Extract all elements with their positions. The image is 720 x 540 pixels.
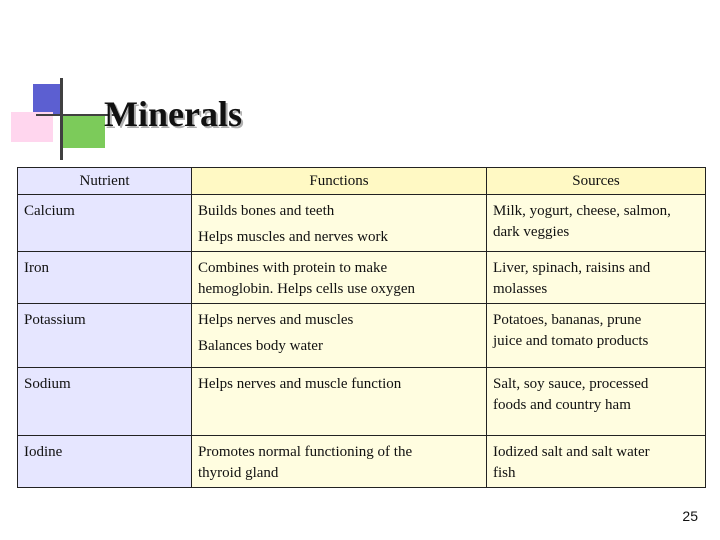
- source-line: molasses: [493, 281, 548, 297]
- function-line: Helps muscles and nerves work: [198, 229, 388, 245]
- source-line: foods and country ham: [493, 397, 631, 413]
- source-line: Liver, spinach, raisins and: [493, 260, 651, 276]
- functions-cell: [192, 252, 487, 304]
- sources-cell: [487, 436, 706, 488]
- function-line: hemoglobin. Helps cells use oxygen: [198, 281, 416, 297]
- table-row: [18, 304, 706, 368]
- header-functions: Functions: [192, 168, 487, 195]
- function-line: Helps nerves and muscles: [198, 312, 354, 328]
- sources-cell: [487, 368, 706, 436]
- function-line: Helps nerves and muscle function: [198, 376, 402, 392]
- function-line: Balances body water: [198, 338, 323, 354]
- function-line: Builds bones and teeth: [198, 203, 335, 219]
- nutrient-cell: Calcium: [18, 195, 192, 252]
- table-header-row: [18, 168, 706, 195]
- sources-cell: [487, 304, 706, 368]
- slide-title: Minerals: [104, 94, 242, 134]
- sources-cell: [487, 252, 706, 304]
- decor-blue-square: [33, 84, 63, 114]
- decor-vertical-line: [60, 78, 63, 160]
- function-line: thyroid gland: [198, 465, 279, 481]
- source-line: Milk, yogurt, cheese, salmon,: [493, 203, 671, 219]
- table-row: [18, 436, 706, 488]
- source-line: juice and tomato products: [493, 333, 649, 349]
- decor-green-square: [63, 116, 105, 148]
- functions-cell: [192, 304, 487, 368]
- function-line: Combines with protein to make: [198, 260, 388, 276]
- function-line: Promotes normal functioning of the: [198, 444, 413, 460]
- nutrient-cell: Iodine: [18, 436, 192, 488]
- table-row: [18, 195, 706, 252]
- functions-cell: [192, 368, 487, 436]
- header-sources: Sources: [487, 168, 706, 195]
- source-line: fish: [493, 465, 516, 481]
- decor-pink-square: [11, 112, 53, 142]
- nutrient-cell: Iron: [18, 252, 192, 304]
- page-number: 25: [682, 508, 698, 524]
- source-line: dark veggies: [493, 224, 570, 240]
- table-row: [18, 368, 706, 436]
- functions-cell: [192, 195, 487, 252]
- functions-cell: [192, 436, 487, 488]
- source-line: Iodized salt and salt water: [493, 444, 650, 460]
- nutrient-cell: Sodium: [18, 368, 192, 436]
- sources-cell: [487, 195, 706, 252]
- nutrient-cell: Potassium: [18, 304, 192, 368]
- table-row: [18, 252, 706, 304]
- source-line: Potatoes, bananas, prune: [493, 312, 642, 328]
- header-nutrient: Nutrient: [18, 168, 192, 195]
- minerals-table: [17, 167, 706, 488]
- source-line: Salt, soy sauce, processed: [493, 376, 649, 392]
